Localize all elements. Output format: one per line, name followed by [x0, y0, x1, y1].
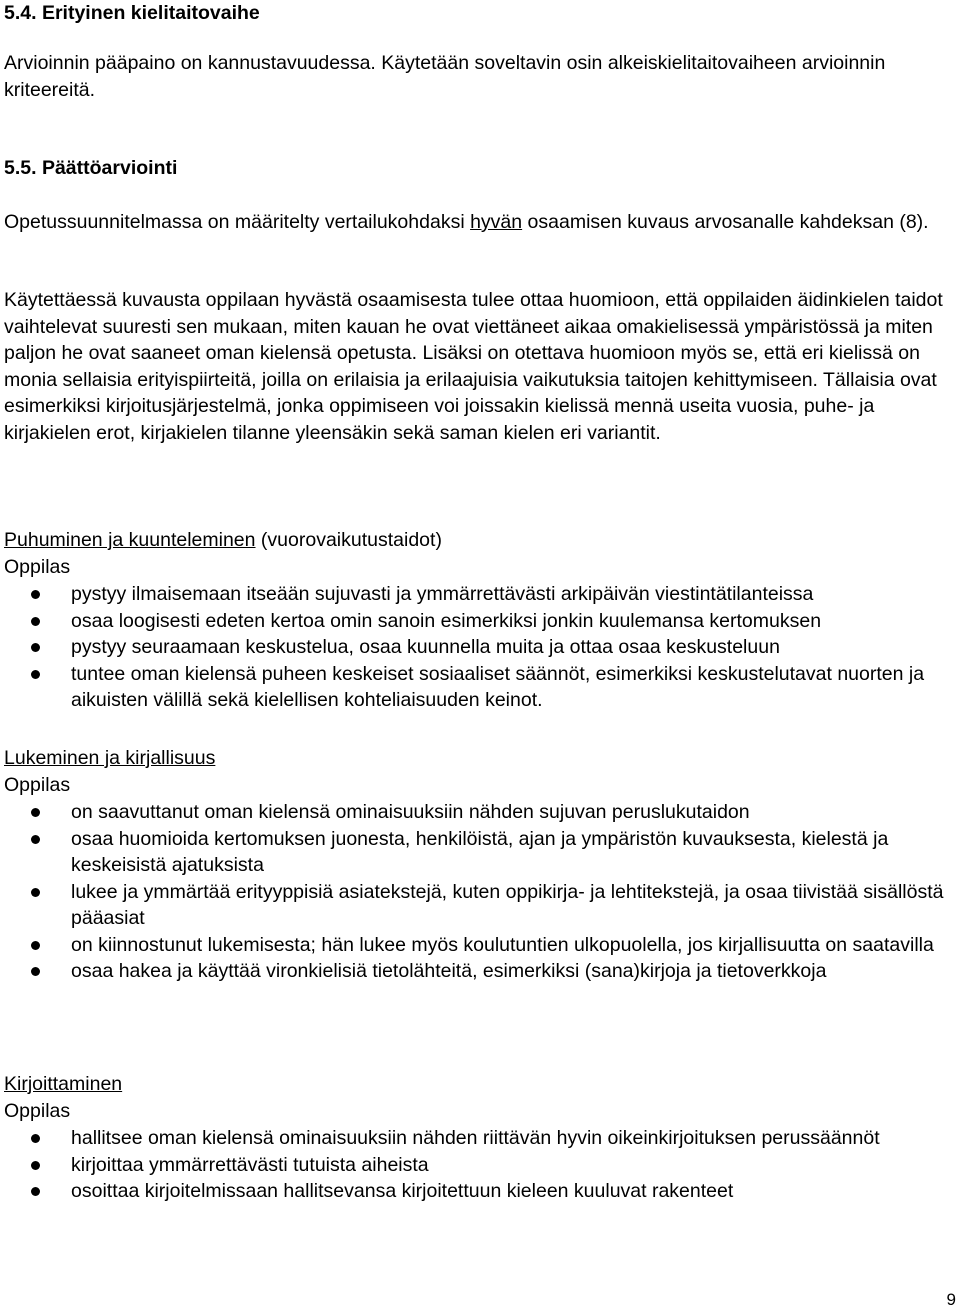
- section-55-heading: 5.5. Päättöarviointi: [4, 157, 178, 179]
- speaking-section: [4, 527, 956, 714]
- bullet-icon: [31, 617, 40, 626]
- bullet-icon: [31, 670, 40, 679]
- list-item: [4, 958, 956, 985]
- page-number: 9: [946, 1290, 956, 1309]
- list-item: [4, 932, 956, 959]
- writing-subject: Oppilas: [4, 1099, 71, 1122]
- bullet-icon: [31, 941, 40, 950]
- list-item-text: on kiinnostunut lukemisesta; hän lukee myös koulutuntien ulkopuolella, jos kirjallisuutta on saatavilla: [71, 933, 934, 956]
- list-item: [4, 581, 956, 608]
- list-item-text: hallitsee oman kielensä ominaisuuksiin nähden riittävän hyvin oikeinkirjoituksen perussäännöt: [71, 1127, 880, 1149]
- reading-section: [4, 745, 956, 985]
- bullet-icon: [31, 835, 40, 844]
- bullet-icon: [31, 1134, 40, 1143]
- writing-list: [4, 1125, 956, 1205]
- list-item-text: on saavuttanut oman kielensä ominaisuuksiin nähden sujuvan peruslukutaidon: [71, 801, 750, 823]
- bullet-icon: [31, 1161, 40, 1170]
- bullet-icon: [31, 1187, 40, 1196]
- list-item: [4, 608, 956, 635]
- reading-subject: Oppilas: [4, 773, 71, 796]
- list-item: [4, 1152, 956, 1179]
- bullet-icon: [31, 967, 40, 976]
- speaking-subject: Oppilas: [4, 555, 71, 578]
- list-item-text: lukee ja ymmärtää erityyppisiä asiatekstejä, kuten oppikirja- ja lehtitekstejä, ja osaa tiivistää sisällöstä pääasiat: [71, 880, 944, 929]
- section-54-heading: 5.4. Erityinen kielitaitovaihe: [4, 2, 260, 24]
- section-55-intro: [4, 209, 956, 236]
- list-item-text: kirjoittaa ymmärrettävästi tutuista aiheista: [71, 1153, 429, 1176]
- writing-section: [4, 1071, 956, 1205]
- list-item: [4, 879, 956, 932]
- intro-link-hyvan[interactable]: hyvän: [470, 211, 523, 233]
- list-item: [4, 799, 956, 826]
- list-item-text: osoittaa kirjoitelmissaan hallitsevansa kirjoitettuun kieleen kuuluvat rakenteet: [71, 1180, 734, 1202]
- reading-list: [4, 799, 956, 985]
- bullet-icon: [31, 888, 40, 897]
- list-item: [4, 1178, 956, 1205]
- list-item-text: osaa hakea ja käyttää vironkielisiä tietolähteitä, esimerkiksi (sana)kirjoja ja tietoverkkoja: [71, 960, 827, 982]
- bullet-icon: [31, 590, 40, 599]
- list-item: [4, 661, 956, 714]
- bullet-icon: [31, 808, 40, 817]
- list-item-text: osaa huomioida kertomuksen juonesta, henkilöistä, ajan ja ympäristön kuvauksesta, kielestä ja keskeisistä ajatuksista: [71, 827, 889, 876]
- list-item: [4, 634, 956, 661]
- list-item-text: osaa loogisesti edeten kertoa omin sanoin esimerkiksi jonkin kuulemansa kertomuksen: [71, 609, 822, 632]
- speaking-title-underlined: Puhuminen ja kuunteleminen: [4, 529, 256, 551]
- intro-text-before: Opetussuunnitelmassa on määritelty vertailukohdaksi: [4, 211, 471, 233]
- speaking-title-suffix: (vuorovaikutustaidot): [255, 529, 442, 551]
- section-55-paragraph: Käytettäessä kuvausta oppilaan hyvästä osaamisesta tulee ottaa huomioon, että oppilaiden äidinkielen taidot vaihtelevat suuresti sen mukaan, miten kauan he ovat viettäneet aikaa omakielisessä ympäristössä ja miten paljon he ovat saaneet oman kielensä opetusta. Lisäksi on otettava huomioon myös se, että eri kielissä on monia sellaisia erityispiirteitä, joilla on erilaisia ja erilaajuisia vaikutuksia taitojen kehittymiseen. Tällaisia ovat esimerkiksi kirjoitusjärjestelmä, jonka oppimiseen voi joissakin kielissä mennä useita vuosia, puhe- ja kirjakielen erot, kirjakielen tilanne yleensäkin sekä saman kielen eri variantit.: [4, 289, 943, 444]
- bullet-icon: [31, 643, 40, 652]
- writing-title: Kirjoittaminen: [4, 1073, 123, 1095]
- list-item: [4, 1125, 956, 1152]
- list-item-text: pystyy ilmaisemaan itseään sujuvasti ja ymmärrettävästi arkipäivän viestintätilanteissa: [71, 583, 814, 605]
- speaking-list: [4, 581, 956, 714]
- intro-text-after: osaamisen kuvaus arvosanalle kahdeksan (8).: [522, 211, 929, 233]
- section-54-text: Arvioinnin pääpaino on kannustavuudessa. Käytetään soveltavin osin alkeiskielitaitovaiheen arvioinnin kriteereitä.: [4, 52, 886, 101]
- list-item: [4, 826, 956, 879]
- list-item-text: pystyy seuraamaan keskustelua, osaa kuunnella muita ja ottaa osaa keskusteluun: [71, 636, 780, 658]
- speaking-title: [4, 527, 956, 554]
- list-item-text: tuntee oman kielensä puheen keskeiset sosiaaliset säännöt, esimerkiksi keskustelutavat nuorten ja aikuisten välillä sekä kielellisen kohteliaisuuden keinot.: [71, 662, 925, 711]
- reading-title: Lukeminen ja kirjallisuus: [4, 747, 216, 769]
